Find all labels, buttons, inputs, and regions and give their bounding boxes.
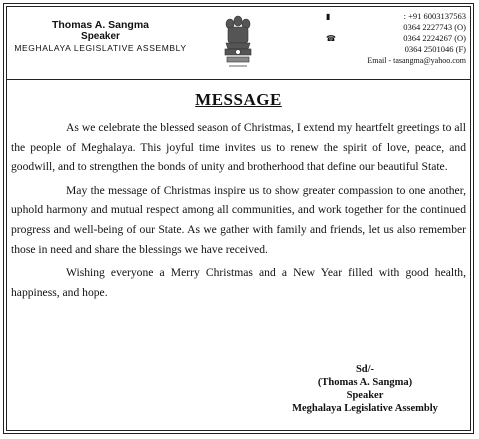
- message-paragraph: May the message of Christmas inspire us to show greater compassion to one another, uphold harmony and mutual respect among all communities, and work together for the continued progress and well-being of our State. As we gather with family and friends, let us also remember those in need and share the blessings we have received.: [11, 183, 466, 256]
- signature-block: [270, 363, 460, 415]
- contact-email[interactable]: Email - tasangma@yahoo.com: [367, 56, 466, 65]
- message-body: [11, 118, 466, 306]
- signature-sd: Sd/-: [355, 364, 375, 375]
- sender-name: Thomas A. Sangma: [51, 19, 150, 31]
- letterhead-sender: [13, 19, 188, 54]
- contact-office-2: ☎ 0364 2224267 (O): [326, 33, 466, 43]
- contact-fax: 0364 2501046 (F): [404, 44, 466, 54]
- letterhead: [7, 7, 470, 80]
- sender-role: Speaker: [81, 31, 120, 42]
- signature-name: (Thomas A. Sangma): [317, 377, 413, 388]
- message-paragraph: Wishing everyone a Merry Christmas and a New Year filled with good health, happiness, and hope.: [11, 266, 466, 299]
- message-paragraph: As we celebrate the blessed season of Christmas, I extend my heartfelt greetings to all the people of Meghalaya. This joyful time invites us to renew the spirit of love, peace, and goodwill, and to strengthen the bonds of unity and brotherhood that define our beautiful State.: [11, 121, 466, 174]
- state-emblem-icon: [221, 13, 255, 71]
- contact-mobile: ▮ : +91 6003137563: [326, 11, 466, 21]
- message-title: MESSAGE: [195, 90, 282, 109]
- signature-org: Meghalaya Legislative Assembly: [292, 403, 438, 414]
- message-card: [6, 6, 471, 431]
- mobile-icon: ▮: [326, 12, 331, 21]
- phone-icon: ☎: [326, 34, 336, 43]
- letterhead-contacts: [316, 11, 466, 66]
- signature-role: Speaker: [346, 390, 384, 401]
- contact-office-1: 0364 2227743 (O): [403, 22, 466, 32]
- sender-org: MEGHALAYA LEGISLATIVE ASSEMBLY: [14, 43, 187, 53]
